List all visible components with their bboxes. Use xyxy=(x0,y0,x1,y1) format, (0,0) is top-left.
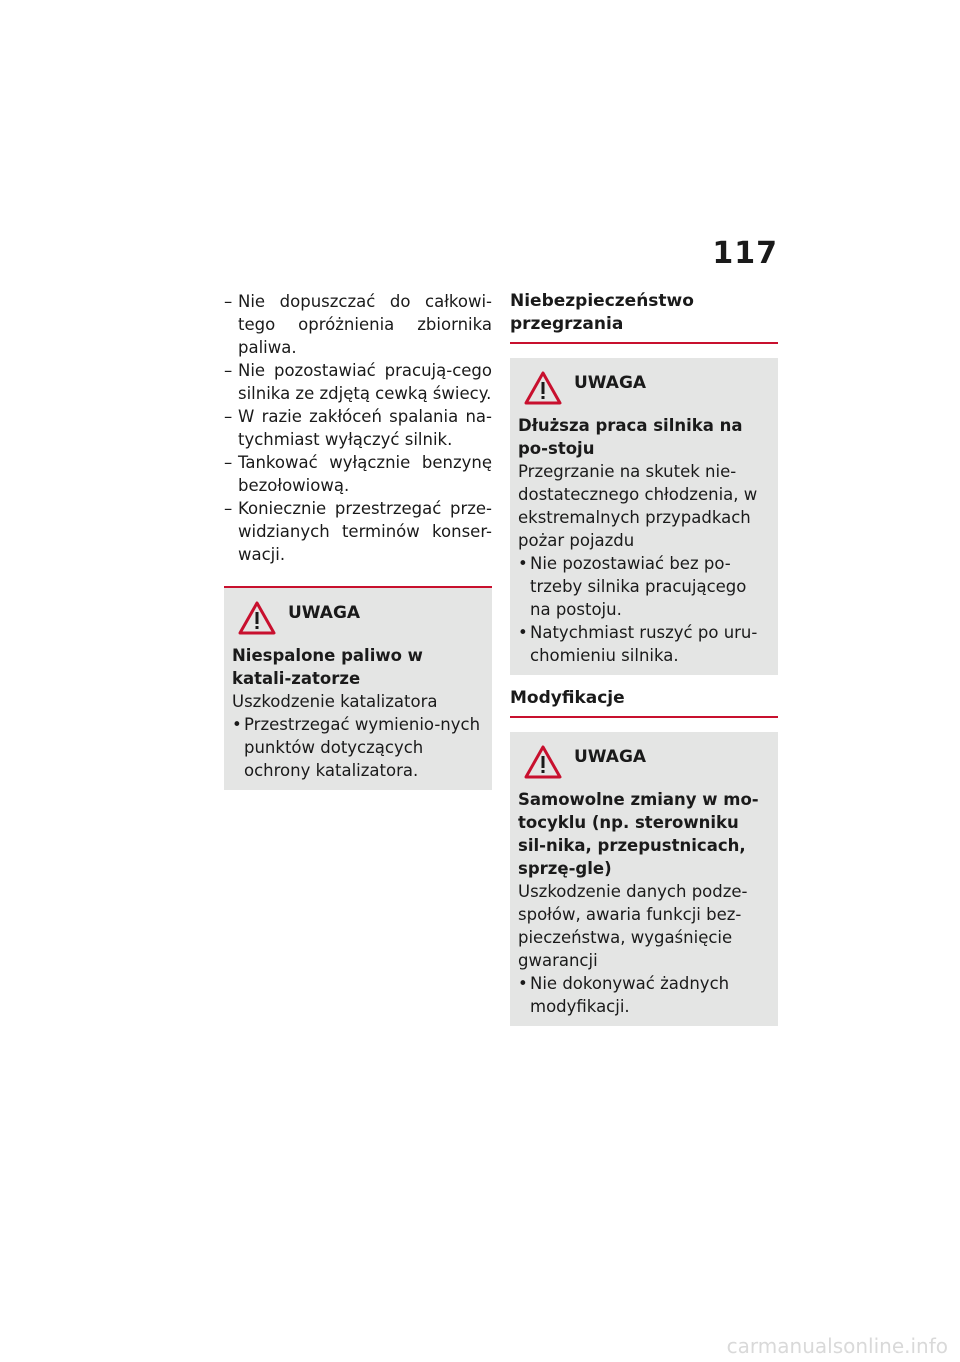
warning-bullets xyxy=(518,972,770,1018)
warning-body: Uszkodzenie katalizatora xyxy=(232,692,438,711)
warning-heading: Niespalone paliwo w katali-zatorze xyxy=(232,646,423,688)
list-item: • Nie pozostawiać bez po-trzeby silnika pracującego na postoju. xyxy=(518,554,747,619)
warning-header xyxy=(238,598,484,638)
warning-header xyxy=(524,368,770,408)
warning-bullets xyxy=(232,713,484,782)
warning-heading: Samowolne zmiany w mo-tocyklu (np. sterowniku sil-nika, przepustnicach, sprzę-gle) xyxy=(518,790,759,878)
list-item: • Przestrzegać wymienio-nych punktów dotyczących ochrony katalizatora. xyxy=(232,715,481,780)
instruction-list xyxy=(224,290,492,566)
list-item: – Koniecznie przestrzegać prze-widzianych terminów konser-wacji. xyxy=(224,499,492,564)
section-heading-overheating: Niebezpieczeństwo przegrzania xyxy=(510,290,778,344)
warning-label: UWAGA xyxy=(574,373,647,393)
section-heading-modifications: Modyfikacje xyxy=(510,687,778,718)
warning-label: UWAGA xyxy=(574,747,647,767)
left-column xyxy=(224,290,492,790)
warning-triangle-icon xyxy=(524,371,562,405)
warning-box-overheating xyxy=(510,358,778,675)
list-item: – Nie pozostawiać pracują-cego silnika ze zdjętą cewką świecy. xyxy=(224,361,492,403)
warning-bullets xyxy=(518,552,770,667)
watermark: carmanualsonline.info xyxy=(726,1334,948,1358)
warning-header xyxy=(524,742,770,782)
warning-body: Uszkodzenie danych podze-społów, awaria funkcji bez-pieczeństwa, wygaśnięcie gwarancji xyxy=(518,882,748,970)
warning-body: Przegrzanie na skutek nie-dostatecznego chłodzenia, w ekstremalnych przypadkach pożar pojazdu xyxy=(518,462,758,550)
list-item: – W razie zakłóceń spalania na-tychmiast wyłączyć silnik. xyxy=(224,407,492,449)
list-item: • Natychmiast ruszyć po uru-chomieniu silnika. xyxy=(518,623,758,665)
warning-triangle-icon xyxy=(238,601,276,635)
warning-label: UWAGA xyxy=(288,603,361,623)
warning-box-catalyst xyxy=(224,586,492,790)
warning-box-modifications xyxy=(510,732,778,1026)
list-item: – Nie dopuszczać do całkowi-tego opróżnienia zbiornika paliwa. xyxy=(224,292,492,357)
right-column xyxy=(510,290,778,1026)
warning-triangle-icon xyxy=(524,745,562,779)
page-number: 117 xyxy=(712,236,778,271)
list-item: – Tankować wyłącznie benzynę bezołowiową. xyxy=(224,453,492,495)
list-item: • Nie dokonywać żadnych modyfikacji. xyxy=(518,974,730,1016)
warning-heading: Dłuższa praca silnika na po-stoju xyxy=(518,416,743,458)
